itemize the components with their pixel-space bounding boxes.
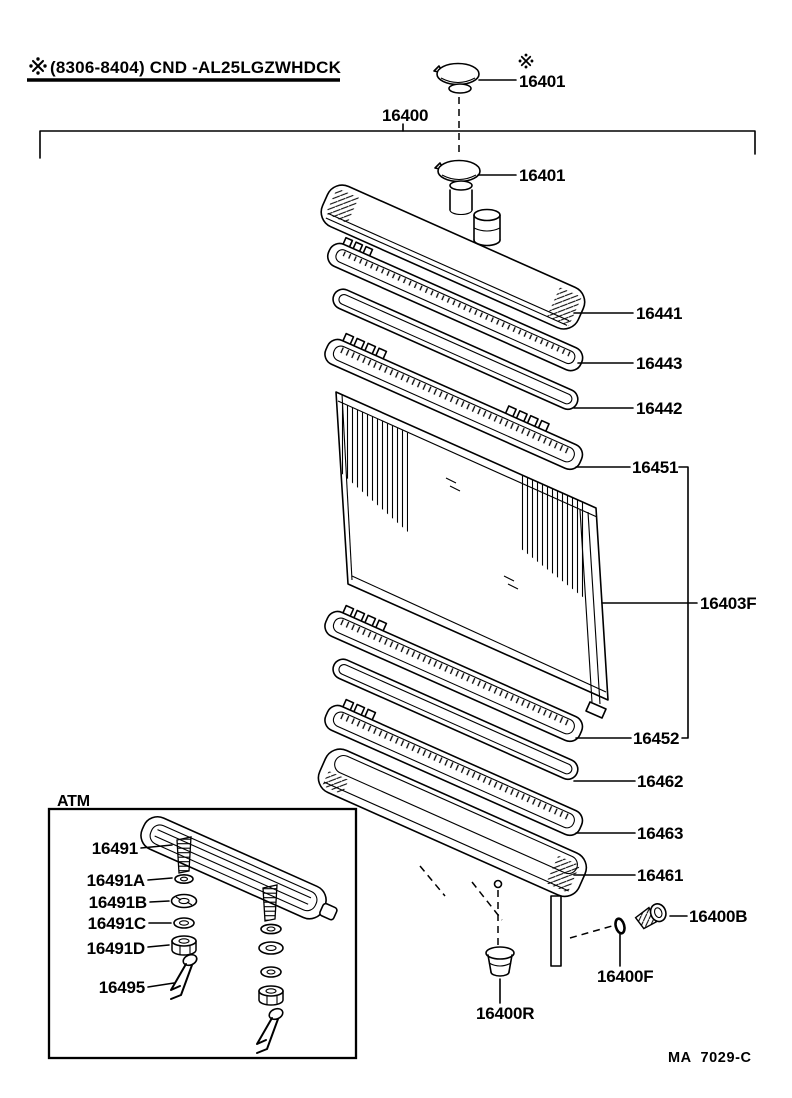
washer-b-drawing: [172, 895, 197, 908]
callout-washer-c: [88, 914, 171, 933]
callout-drain-cock: [670, 907, 747, 926]
atm-inset-title: ATM: [57, 793, 90, 810]
outlet-pipe: [551, 896, 561, 966]
part-number-label: 16400R: [476, 1004, 535, 1023]
part-number-label: 16491C: [87, 914, 146, 933]
washer-right-1: [261, 924, 281, 933]
part-number-label: 16491D: [86, 939, 145, 958]
washer-a-drawing: [175, 875, 193, 883]
header-note: [27, 57, 342, 80]
reference-mark-icon: [29, 57, 46, 74]
part-number-label: 16495: [98, 978, 145, 997]
drain-cock-drawing: [634, 902, 669, 930]
callout-lower-plate: [576, 824, 683, 843]
callout-core-lower-plate: [576, 729, 679, 748]
washer-right-2: [259, 942, 283, 954]
part-number-label: 16491B: [88, 893, 147, 912]
part-number-label: 16452: [633, 729, 680, 748]
clamp-drawing: [171, 953, 198, 999]
part-number-label: 16401: [519, 72, 566, 91]
part-number-label: 16463: [637, 824, 684, 843]
washer-c-drawing: [174, 918, 194, 928]
part-number-label: 16491: [91, 839, 138, 858]
callout-drain-oring: [597, 934, 653, 986]
nut-drawing: [172, 936, 196, 955]
callout-core: [602, 594, 756, 613]
stud-right-drawing: [263, 885, 277, 921]
drain-oring-drawing: [614, 918, 626, 935]
callout-cap-top: [479, 54, 565, 91]
part-number-label: 16442: [636, 399, 683, 418]
reference-mark-icon: [519, 54, 534, 69]
part-number-label: 16400F: [597, 967, 654, 986]
part-number-label: 16401: [519, 166, 566, 185]
callout-drain-plug: [476, 979, 534, 1023]
washer-right-3: [261, 967, 281, 977]
assembly-number-label: 16400: [382, 106, 429, 125]
part-number-label: 16441: [636, 304, 683, 323]
part-number-label: 16400B: [689, 907, 748, 926]
filler-cap-on-neck: [435, 161, 480, 191]
nut-right-drawing: [259, 986, 283, 1005]
callout-upper-tank: [574, 304, 682, 323]
doc-code: MA 7029-C: [668, 1050, 752, 1066]
oil-cooler-drawing: [136, 812, 343, 929]
part-number-label: 16462: [637, 772, 684, 791]
drain-boss: [495, 881, 502, 888]
radiator-cap: [434, 64, 479, 94]
callout-washer-b: [89, 893, 169, 912]
callout-cap-filler: [478, 166, 565, 185]
part-number-label: 16491A: [86, 871, 145, 890]
drain-plug-drawing: [486, 947, 514, 976]
part-number-label: 16443: [636, 354, 683, 373]
callout-upper-plate: [578, 354, 682, 373]
callout-clamp: [99, 978, 174, 997]
part-number-label: 16461: [637, 866, 684, 885]
atm-inset: [49, 793, 356, 1058]
part-number-label: 16403F: [700, 594, 757, 613]
header-note-text: (8306-8404) CND -AL25LGZWHDCK: [50, 58, 342, 77]
callout-nut: [87, 939, 169, 958]
callout-lower-tank: [574, 866, 683, 885]
part-number-label: 16451: [632, 458, 679, 477]
clamp-right-drawing: [257, 1007, 284, 1053]
stud-drawing: [177, 837, 191, 873]
callout-lower-gasket: [574, 772, 683, 791]
callout-upper-gasket: [574, 399, 682, 418]
assembly-bracket: [40, 106, 755, 158]
callout-washer-a: [87, 871, 172, 890]
